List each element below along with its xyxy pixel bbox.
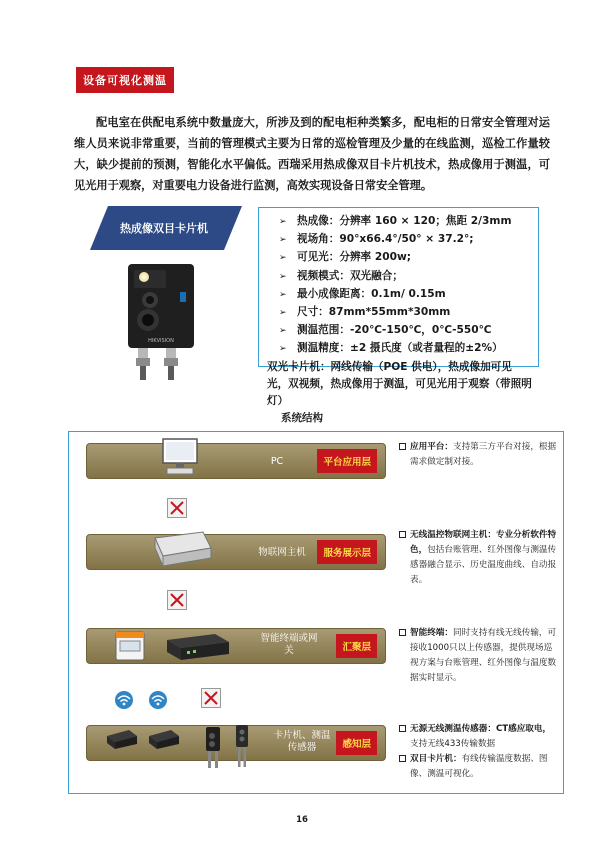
note-iot-host: 无线温控物联网主机：专业分析软件特色，包括台账管理、红外图像与测温传感器融合显示、历史温度曲线、自动报表。 [399, 528, 559, 588]
wireless-icon [147, 690, 169, 710]
section-tag: 设备可视化测温 [76, 67, 174, 93]
spec-item: ➢ 最小成像距离：0.1m/ 0.15m [279, 287, 446, 300]
pc-icon [161, 437, 199, 477]
intro-paragraph: 配电室在供配电系统中数量庞大，所涉及到的配电柜种类繁多，配电柜的日常安全管理对运维人员来说非常重要，当前的管理模式主要为日常的巡检管理及少量的在线监测，巡检工作量较大，缺少提前的预测，智能化水平偏低。西瑞采用热成像双目卡片机技术，热成像用于测温，可见光用于观察，对重要电力设备进行监测，高效实现设备日常安全管理。 [74, 116, 550, 192]
layer-service [86, 534, 386, 570]
layer-platform [86, 443, 386, 479]
spec-item: ➢ 视场角：90°x66.4°/50° × 37.2°; [279, 233, 474, 246]
spec-item: ➢ 可见光：分辨率 200w; [279, 251, 411, 264]
system-diagram [68, 431, 564, 794]
note-smart-terminal: 智能终端：同时支持有线无线传输，可接收1000只以上传感器，提供现场巡视方案与台账管理、红外图像与温度数据实时显示。 [399, 626, 559, 686]
checkbox-icon [399, 443, 406, 450]
spec-summary: 双光卡片机：网线传输（POE 供电），热成像加可见光，双视频，热成像用于测温，可见光用于观察（带照明灯） [267, 360, 532, 407]
checkbox-icon [399, 629, 406, 636]
layer-perception-name: 卡片机、测温传感器 [273, 730, 331, 753]
note-sensors: 无源无线测温传感器：CT感应取电，支持无线433传输数据 双目卡片机：有线传输温度数据、图像、测温可视化。 [399, 722, 559, 782]
firewall-icon [167, 498, 187, 518]
firewall-icon [201, 688, 221, 708]
card-camera-icon [235, 724, 249, 770]
page-number: 16 [296, 815, 308, 825]
checkbox-icon [399, 755, 406, 762]
dual-camera-image [114, 262, 210, 380]
camera-brand: HIKVISION [148, 338, 174, 344]
spec-box [258, 207, 539, 407]
gateway-icon [165, 632, 231, 662]
temp-sensor-icon [147, 728, 181, 750]
layer-platform-name: PC [270, 456, 284, 467]
note-platform: 应用平台：支持第三方平台对接，根据需求做定制对接。 [399, 440, 559, 470]
wireless-icon [113, 690, 135, 710]
checkbox-icon [399, 725, 406, 732]
card-camera-icon [205, 726, 221, 770]
spec-item: ➢ 测温范围：-20℃-150℃，0℃-550℃ [279, 324, 492, 337]
iot-host-icon [149, 528, 213, 572]
layer-platform-tag: 平台应用层 [317, 449, 377, 473]
spec-item: ➢ 视频模式：双光融合； [279, 269, 403, 282]
smart-terminal-icon [115, 631, 145, 661]
spec-item: ➢ 测温精度：±2 摄氏度（或者量程的±2%） [279, 342, 503, 355]
spec-list [267, 213, 532, 359]
layer-service-tag: 服务展示层 [317, 540, 377, 564]
layer-service-name: 物联网主机 [258, 547, 306, 558]
spec-item: ➢ 热成像：分辨率 160 × 120；焦距 2/3mm [279, 215, 512, 227]
layer-aggregation-name: 智能终端或网关 [260, 633, 318, 656]
checkbox-icon [399, 531, 406, 538]
firewall-icon [167, 590, 187, 610]
temp-sensor-icon [105, 728, 139, 750]
product-tag-label: 热成像双目卡片机 [120, 222, 208, 235]
product-tag [90, 206, 242, 250]
layer-aggregation-tag: 汇聚层 [336, 634, 377, 658]
spec-item: ➢ 尺寸：87mm*55mm*30mm [279, 306, 451, 319]
system-structure-title: 系统结构 [281, 412, 323, 424]
layer-perception-tag: 感知层 [336, 731, 377, 755]
